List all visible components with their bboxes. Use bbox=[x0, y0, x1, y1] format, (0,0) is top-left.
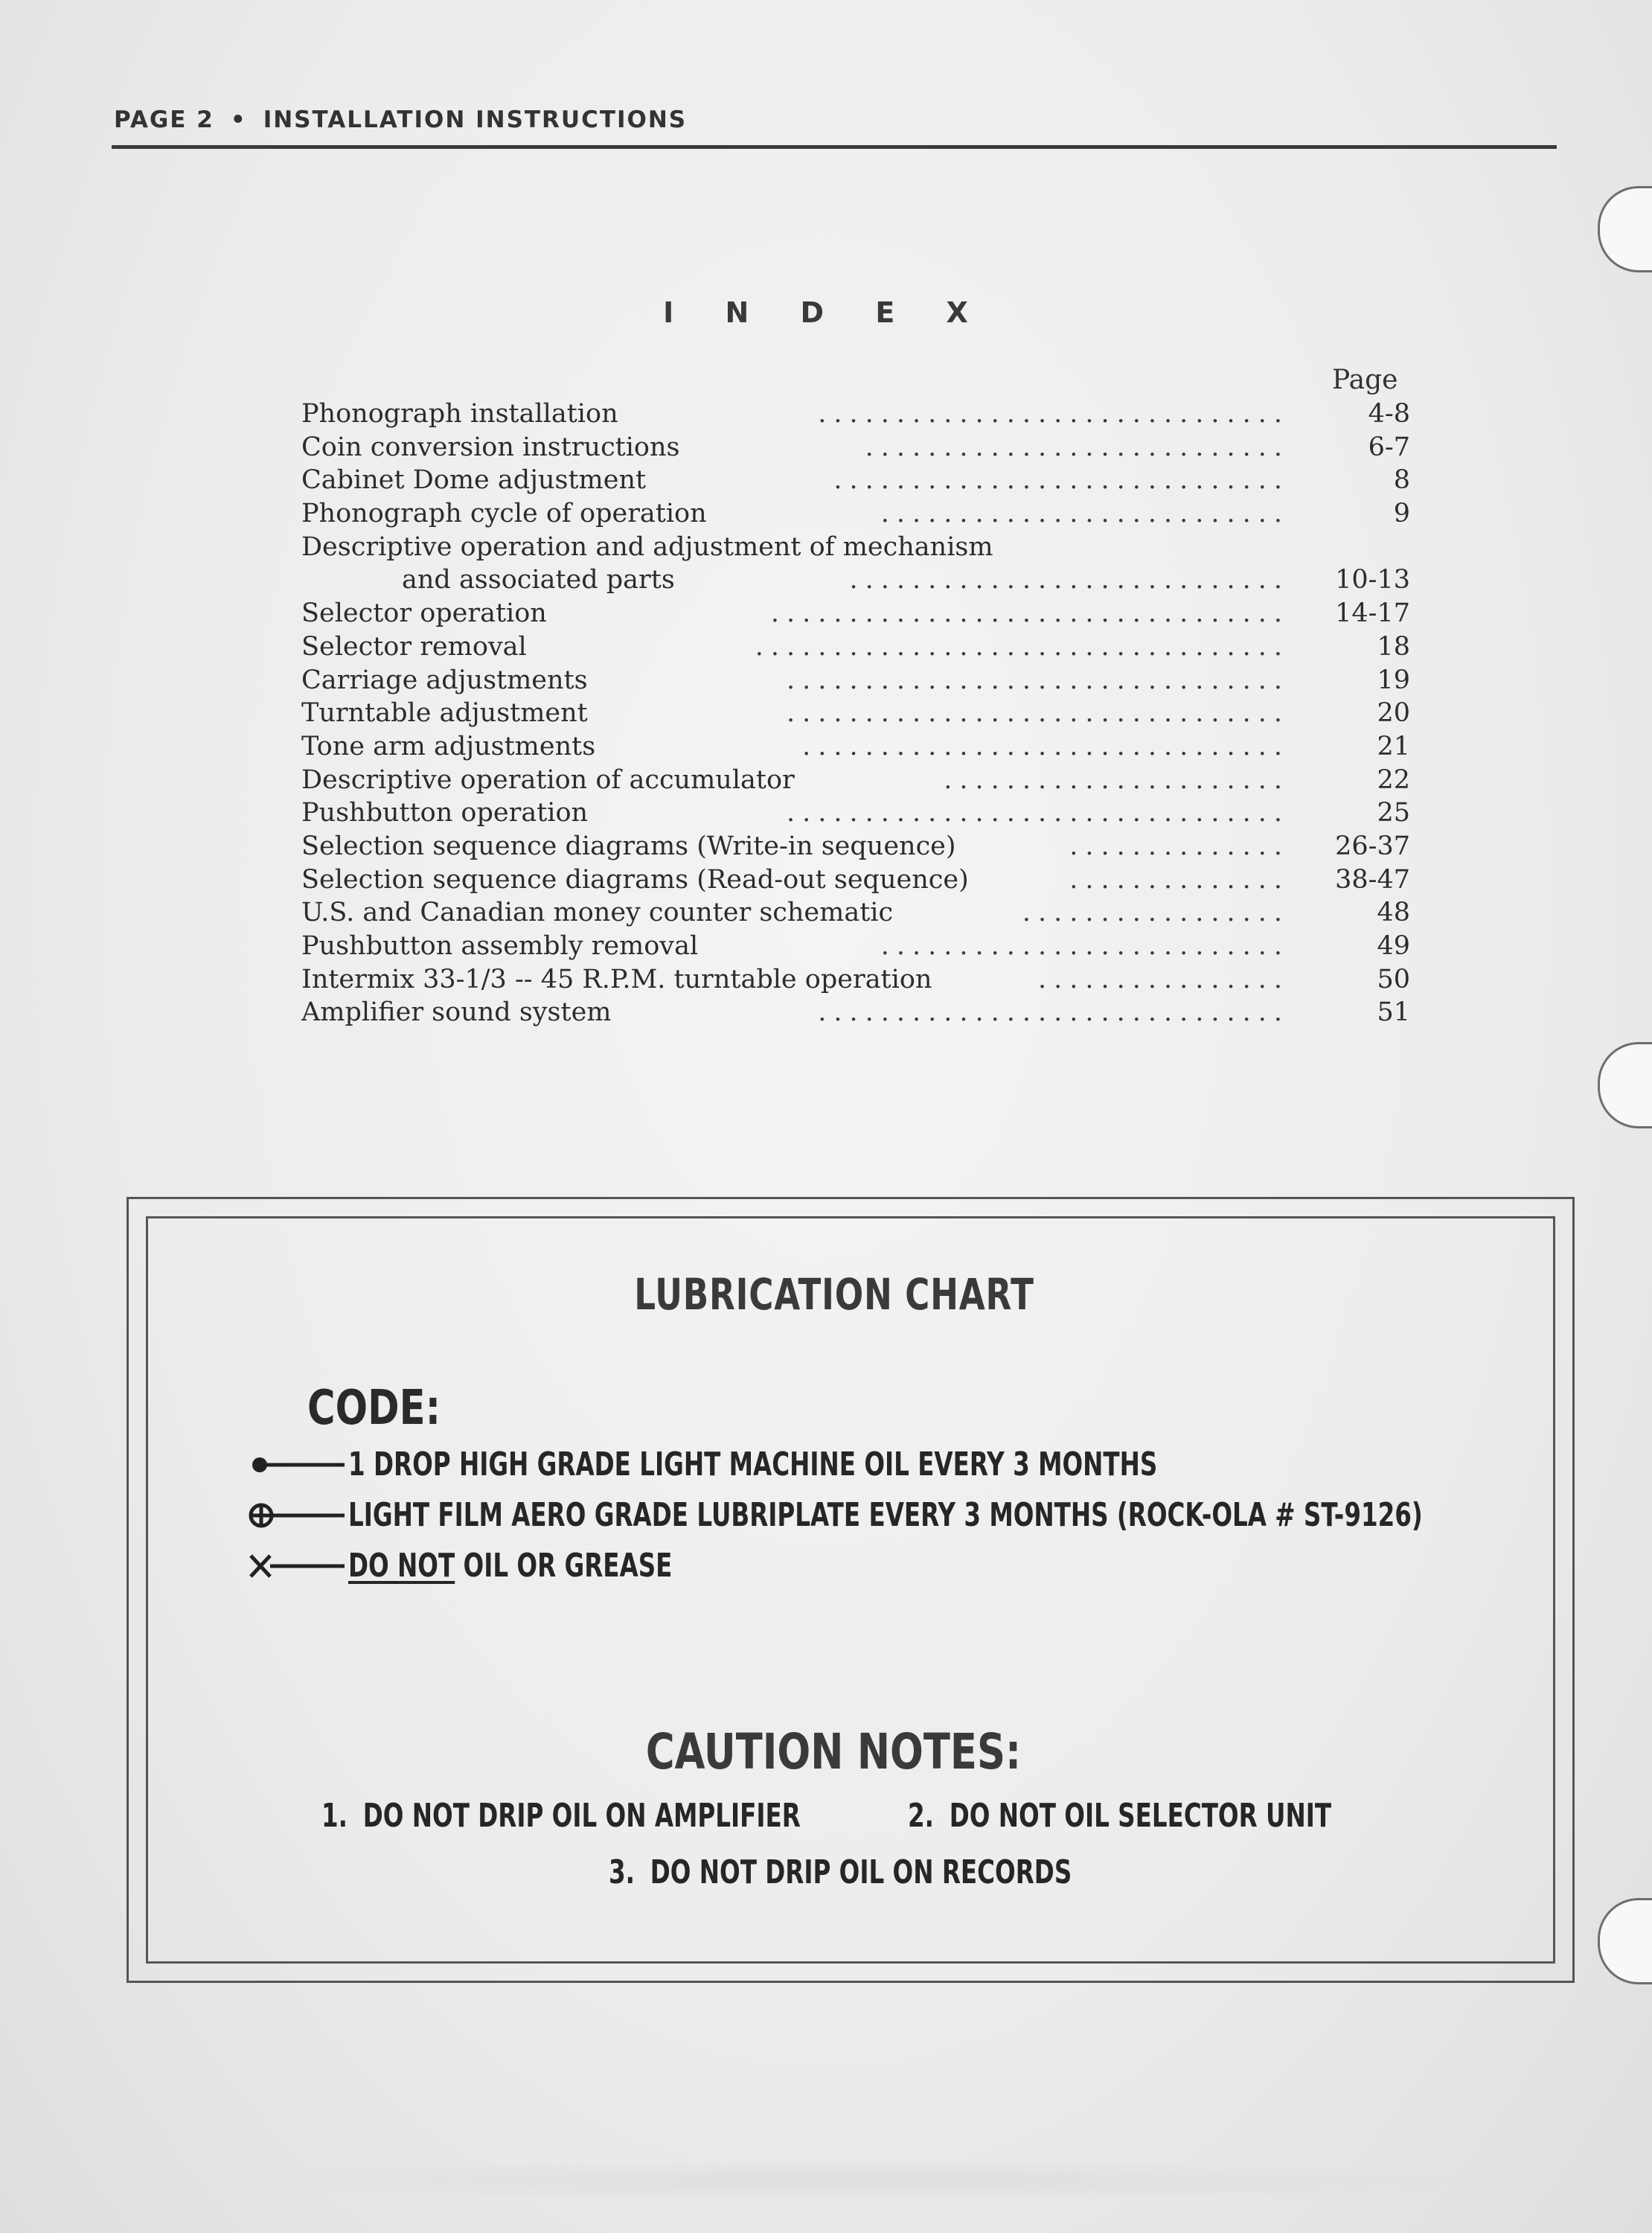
binder-punch-hole-bottom bbox=[1598, 1898, 1652, 1984]
caution-note-number: 3. bbox=[609, 1853, 635, 1891]
page-column-label: Page bbox=[1332, 365, 1398, 395]
binder-punch-hole-top bbox=[1598, 186, 1652, 272]
index-entry bbox=[301, 863, 1410, 897]
index-entry-page: 50 bbox=[1377, 964, 1410, 994]
lubrication-chart-title: LUBRICATION CHART bbox=[634, 1269, 1034, 1320]
index-title: I N D E X bbox=[663, 296, 989, 329]
code-text-oil: 1 DROP HIGH GRADE LIGHT MACHINE OIL EVERY 3 MONTHS bbox=[348, 1445, 1158, 1483]
leader-dots: .......................... bbox=[880, 931, 1290, 961]
index-entry-page: 20 bbox=[1377, 698, 1410, 729]
leader-dots: .............. bbox=[1069, 864, 1290, 895]
index-entry-page: 10-13 bbox=[1335, 565, 1410, 595]
leader-dots: ................................ bbox=[786, 798, 1290, 828]
index-entry-label: Phonograph cycle of operation bbox=[301, 499, 707, 529]
leader-dots: ................................ bbox=[786, 665, 1290, 695]
header-separator: • bbox=[230, 106, 247, 133]
index-entry-label: Descriptive operation of accumulator bbox=[301, 764, 795, 795]
leader-dots: ............................... bbox=[802, 731, 1290, 761]
leader-dots: ................................ bbox=[786, 698, 1290, 729]
filled-dot-icon bbox=[248, 1447, 345, 1483]
index-entry-label: Pushbutton operation bbox=[301, 798, 589, 828]
index-entry bbox=[301, 497, 1410, 531]
index-entry bbox=[301, 730, 1410, 764]
caution-note-text: DO NOT DRIP OIL ON RECORDS bbox=[650, 1853, 1072, 1891]
index-entry bbox=[301, 397, 1410, 431]
index-entry-label: and associated parts bbox=[402, 565, 675, 595]
binder-punch-hole-middle bbox=[1598, 1042, 1652, 1128]
index-entry-label: Turntable adjustment bbox=[301, 698, 588, 729]
index-entry-label: Selection sequence diagrams (Write-in sequence) bbox=[301, 831, 956, 861]
leader-dots: ............................ bbox=[849, 565, 1290, 595]
index-list bbox=[301, 397, 1410, 1029]
caution-note-1 bbox=[321, 1795, 801, 1837]
index-entry bbox=[301, 597, 1410, 630]
index-entry-page: 8 bbox=[1393, 465, 1410, 496]
index-entry bbox=[301, 431, 1410, 464]
x-mark-icon bbox=[248, 1548, 345, 1584]
index-entry-page: 6-7 bbox=[1368, 432, 1410, 462]
paper-smudge bbox=[223, 2159, 1488, 2203]
index-entry-label: Phonograph installation bbox=[301, 399, 618, 429]
index-entry-page: 14-17 bbox=[1335, 598, 1410, 629]
page-header bbox=[114, 106, 687, 133]
caution-note-number: 2. bbox=[908, 1797, 935, 1835]
leader-dots: .............................. bbox=[818, 399, 1290, 429]
code-text-no-oil-rest: OIL OR GREASE bbox=[463, 1547, 673, 1585]
page-number-label: PAGE 2 bbox=[114, 106, 214, 133]
leader-dots: .................................. bbox=[755, 631, 1290, 662]
code-text-no-oil bbox=[348, 1545, 672, 1587]
index-entry bbox=[301, 531, 1410, 564]
index-entry bbox=[301, 963, 1410, 997]
header-rule bbox=[112, 145, 1557, 149]
leader-dots: ............................. bbox=[833, 465, 1290, 496]
index-entry-page: 21 bbox=[1377, 731, 1410, 761]
index-entry bbox=[301, 664, 1410, 697]
caution-note-text: DO NOT DRIP OIL ON AMPLIFIER bbox=[362, 1797, 801, 1835]
caution-note-3 bbox=[609, 1852, 1072, 1894]
section-title: INSTALLATION INSTRUCTIONS bbox=[263, 106, 688, 133]
index-entry bbox=[301, 830, 1410, 863]
index-entry-label: Amplifier sound system bbox=[301, 997, 612, 1028]
do-not-emphasis: DO NOT bbox=[348, 1547, 455, 1585]
index-entry-label: Cabinet Dome adjustment bbox=[301, 465, 647, 496]
index-entry-label: Coin conversion instructions bbox=[301, 432, 680, 462]
index-entry bbox=[301, 630, 1410, 664]
caution-notes-title: CAUTION NOTES: bbox=[645, 1723, 1022, 1780]
code-label: CODE: bbox=[307, 1381, 441, 1436]
index-entry-page: 51 bbox=[1377, 997, 1410, 1028]
index-entry-label: Selector removal bbox=[301, 631, 527, 662]
index-entry-page: 26-37 bbox=[1335, 831, 1410, 861]
index-entry bbox=[301, 697, 1410, 730]
index-entry-label: U.S. and Canadian money counter schematic bbox=[301, 898, 894, 928]
leader-dots: ................ bbox=[1037, 964, 1290, 994]
index-entry bbox=[301, 764, 1410, 797]
index-entry-label: Tone arm adjustments bbox=[301, 731, 596, 761]
leader-dots: ................................. bbox=[770, 598, 1290, 629]
leader-dots: ................. bbox=[1022, 898, 1290, 928]
index-entry-page: 9 bbox=[1393, 499, 1410, 529]
index-entry bbox=[301, 796, 1410, 830]
caution-note-text: DO NOT OIL SELECTOR UNIT bbox=[949, 1797, 1332, 1835]
index-entry bbox=[301, 896, 1410, 930]
index-entry-page: 19 bbox=[1377, 665, 1410, 695]
code-text-lubriplate: LIGHT FILM AERO GRADE LUBRIPLATE EVERY 3 MONTHS (ROCK-OLA # ST-9126) bbox=[348, 1496, 1423, 1534]
index-entry bbox=[301, 996, 1410, 1029]
index-entry-page: 49 bbox=[1377, 931, 1410, 961]
caution-note-2 bbox=[908, 1795, 1331, 1837]
index-entry-label: Selection sequence diagrams (Read-out sequence) bbox=[301, 864, 969, 895]
leader-dots: ........................... bbox=[865, 432, 1290, 462]
index-entry-page: 4-8 bbox=[1368, 399, 1410, 429]
index-entry bbox=[301, 464, 1410, 497]
leader-dots: ...................... bbox=[944, 764, 1290, 795]
index-entry-page: 48 bbox=[1377, 898, 1410, 928]
index-entry-label: Carriage adjustments bbox=[301, 665, 588, 695]
caution-note-number: 1. bbox=[321, 1797, 348, 1835]
index-entry-label: Pushbutton assembly removal bbox=[301, 931, 699, 961]
index-entry bbox=[301, 563, 1410, 597]
index-entry-page: 38-47 bbox=[1335, 864, 1410, 895]
index-entry-page: 25 bbox=[1377, 798, 1410, 828]
index-entry bbox=[301, 930, 1410, 963]
index-entry-page: 22 bbox=[1377, 764, 1410, 795]
leader-dots: .............. bbox=[1069, 831, 1290, 861]
index-entry-label: Descriptive operation and adjustment of mechanism bbox=[301, 531, 993, 562]
leader-dots: .............................. bbox=[818, 997, 1290, 1028]
index-entry-label: Selector operation bbox=[301, 598, 547, 629]
index-entry-label: Intermix 33-1/3 -- 45 R.P.M. turntable operation bbox=[301, 964, 932, 994]
index-entry-page: 18 bbox=[1377, 631, 1410, 662]
leader-dots: .......................... bbox=[880, 499, 1290, 529]
circled-plus-icon bbox=[248, 1498, 345, 1533]
